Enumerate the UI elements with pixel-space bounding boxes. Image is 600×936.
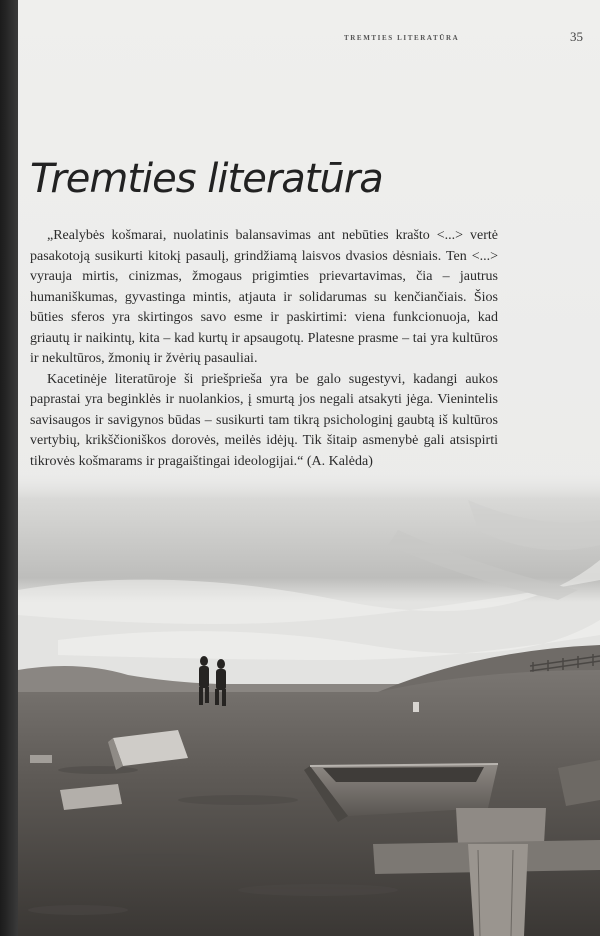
chapter-title: Tremties literatūra <box>30 156 383 202</box>
paragraph: Kacetinėje literatūroje ši priešprieša yra be galo sugestyvi, kadangi aukos paprastai yra beginklės ir nuolankios, į smurtą jos negali atsakyti jėga. Vienintelis savisaugos ir savigynos būdas – susikurti tam tikrą psichologinį gaubtą iš kultūros vertybių, krikščioniškos dorovės, meilės idėjų. Tik šitaip asmenybė gali atsispirti tikrovės košmarams ir pragaištingai ideologijai.“ (A. Kalėda) <box>30 371 498 469</box>
paragraph: „Realybės košmarai, nuolatinis balansavimas ant nebūties krašto <...> vertė pasakotoją susikurti kitokį pasaulį, grindžiamą laisvos dvasios dėsniais. Ten <...> vyrauja mirtis, cinizmas, žmogaus prigimties prievartavimas, čia – jautrus humaniškumas, gyvastinga mintis, atjauta ir solidarumas su kenčiančiais. Šios būties sferos yra skirtingos savo esme ir paskirtimi: viena funkcionuoja, kad griautų ir naikintų, kita – kad kurtų ir apsaugotų. Platesne prasme – tai yra kultūros ir nekultūros, žmonių ir žvėrių pasauliai. <box>30 228 498 366</box>
running-header: TREMTIES LITERATŪRA <box>344 34 460 42</box>
book-page <box>18 0 600 936</box>
book-gutter <box>0 0 18 936</box>
page-number: 35 <box>570 29 583 44</box>
exile-landscape-photo <box>18 470 600 936</box>
body-text <box>30 226 498 472</box>
